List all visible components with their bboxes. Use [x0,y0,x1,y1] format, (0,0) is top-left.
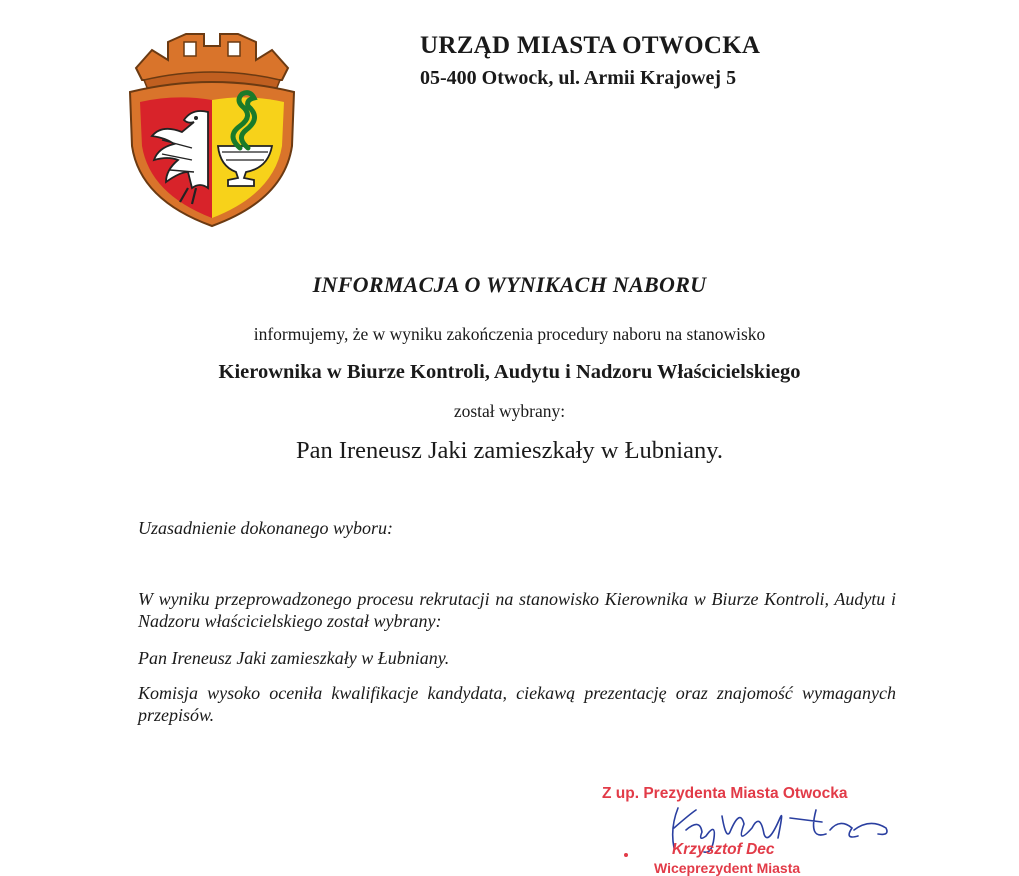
signer-title: Wiceprezydent Miasta [654,860,801,876]
position-name: Kierownika w Biurze Kontroli, Audytu i Nadzoru Właścicielskiego [218,361,801,383]
otwock-coat-of-arms-icon [122,28,302,228]
justification-paragraph-3: Komisja wysoko oceniła kwalifikacje kandydata, ciekawą prezentację oraz znajomość wymaganych przepisów. [138,683,896,725]
org-address: 05-400 Otwock, ul. Armii Krajowej 5 [420,67,737,89]
justification-heading: Uzasadnienie dokonanego wyboru: [138,518,393,538]
org-name: URZĄD MIASTA OTWOCKA [420,32,761,59]
justification-paragraph-2: Pan Ireneusz Jaki zamieszkały w Łubniany. [138,648,450,668]
stamp-dot [624,853,628,857]
signer-name: Krzysztof Dec [672,841,775,858]
intro-text: informujemy, że w wyniku zakończenia procedury naboru na stanowisko [253,324,766,344]
chosen-label: został wybrany: [453,401,566,421]
document-title: INFORMACJA O WYNIKACH NABORU [312,272,707,297]
signature-on-behalf: Z up. Prezydenta Miasta Otwocka [602,785,848,802]
justification-paragraph-1: W wyniku przeprowadzonego procesu rekrutacji na stanowisko Kierownika w Biurze Kontroli, Audytu i Nadzoru właścicielskiego został wybrany: [138,589,896,631]
selected-candidate: Pan Ireneusz Jaki zamieszkały w Łubniany. [295,437,723,464]
